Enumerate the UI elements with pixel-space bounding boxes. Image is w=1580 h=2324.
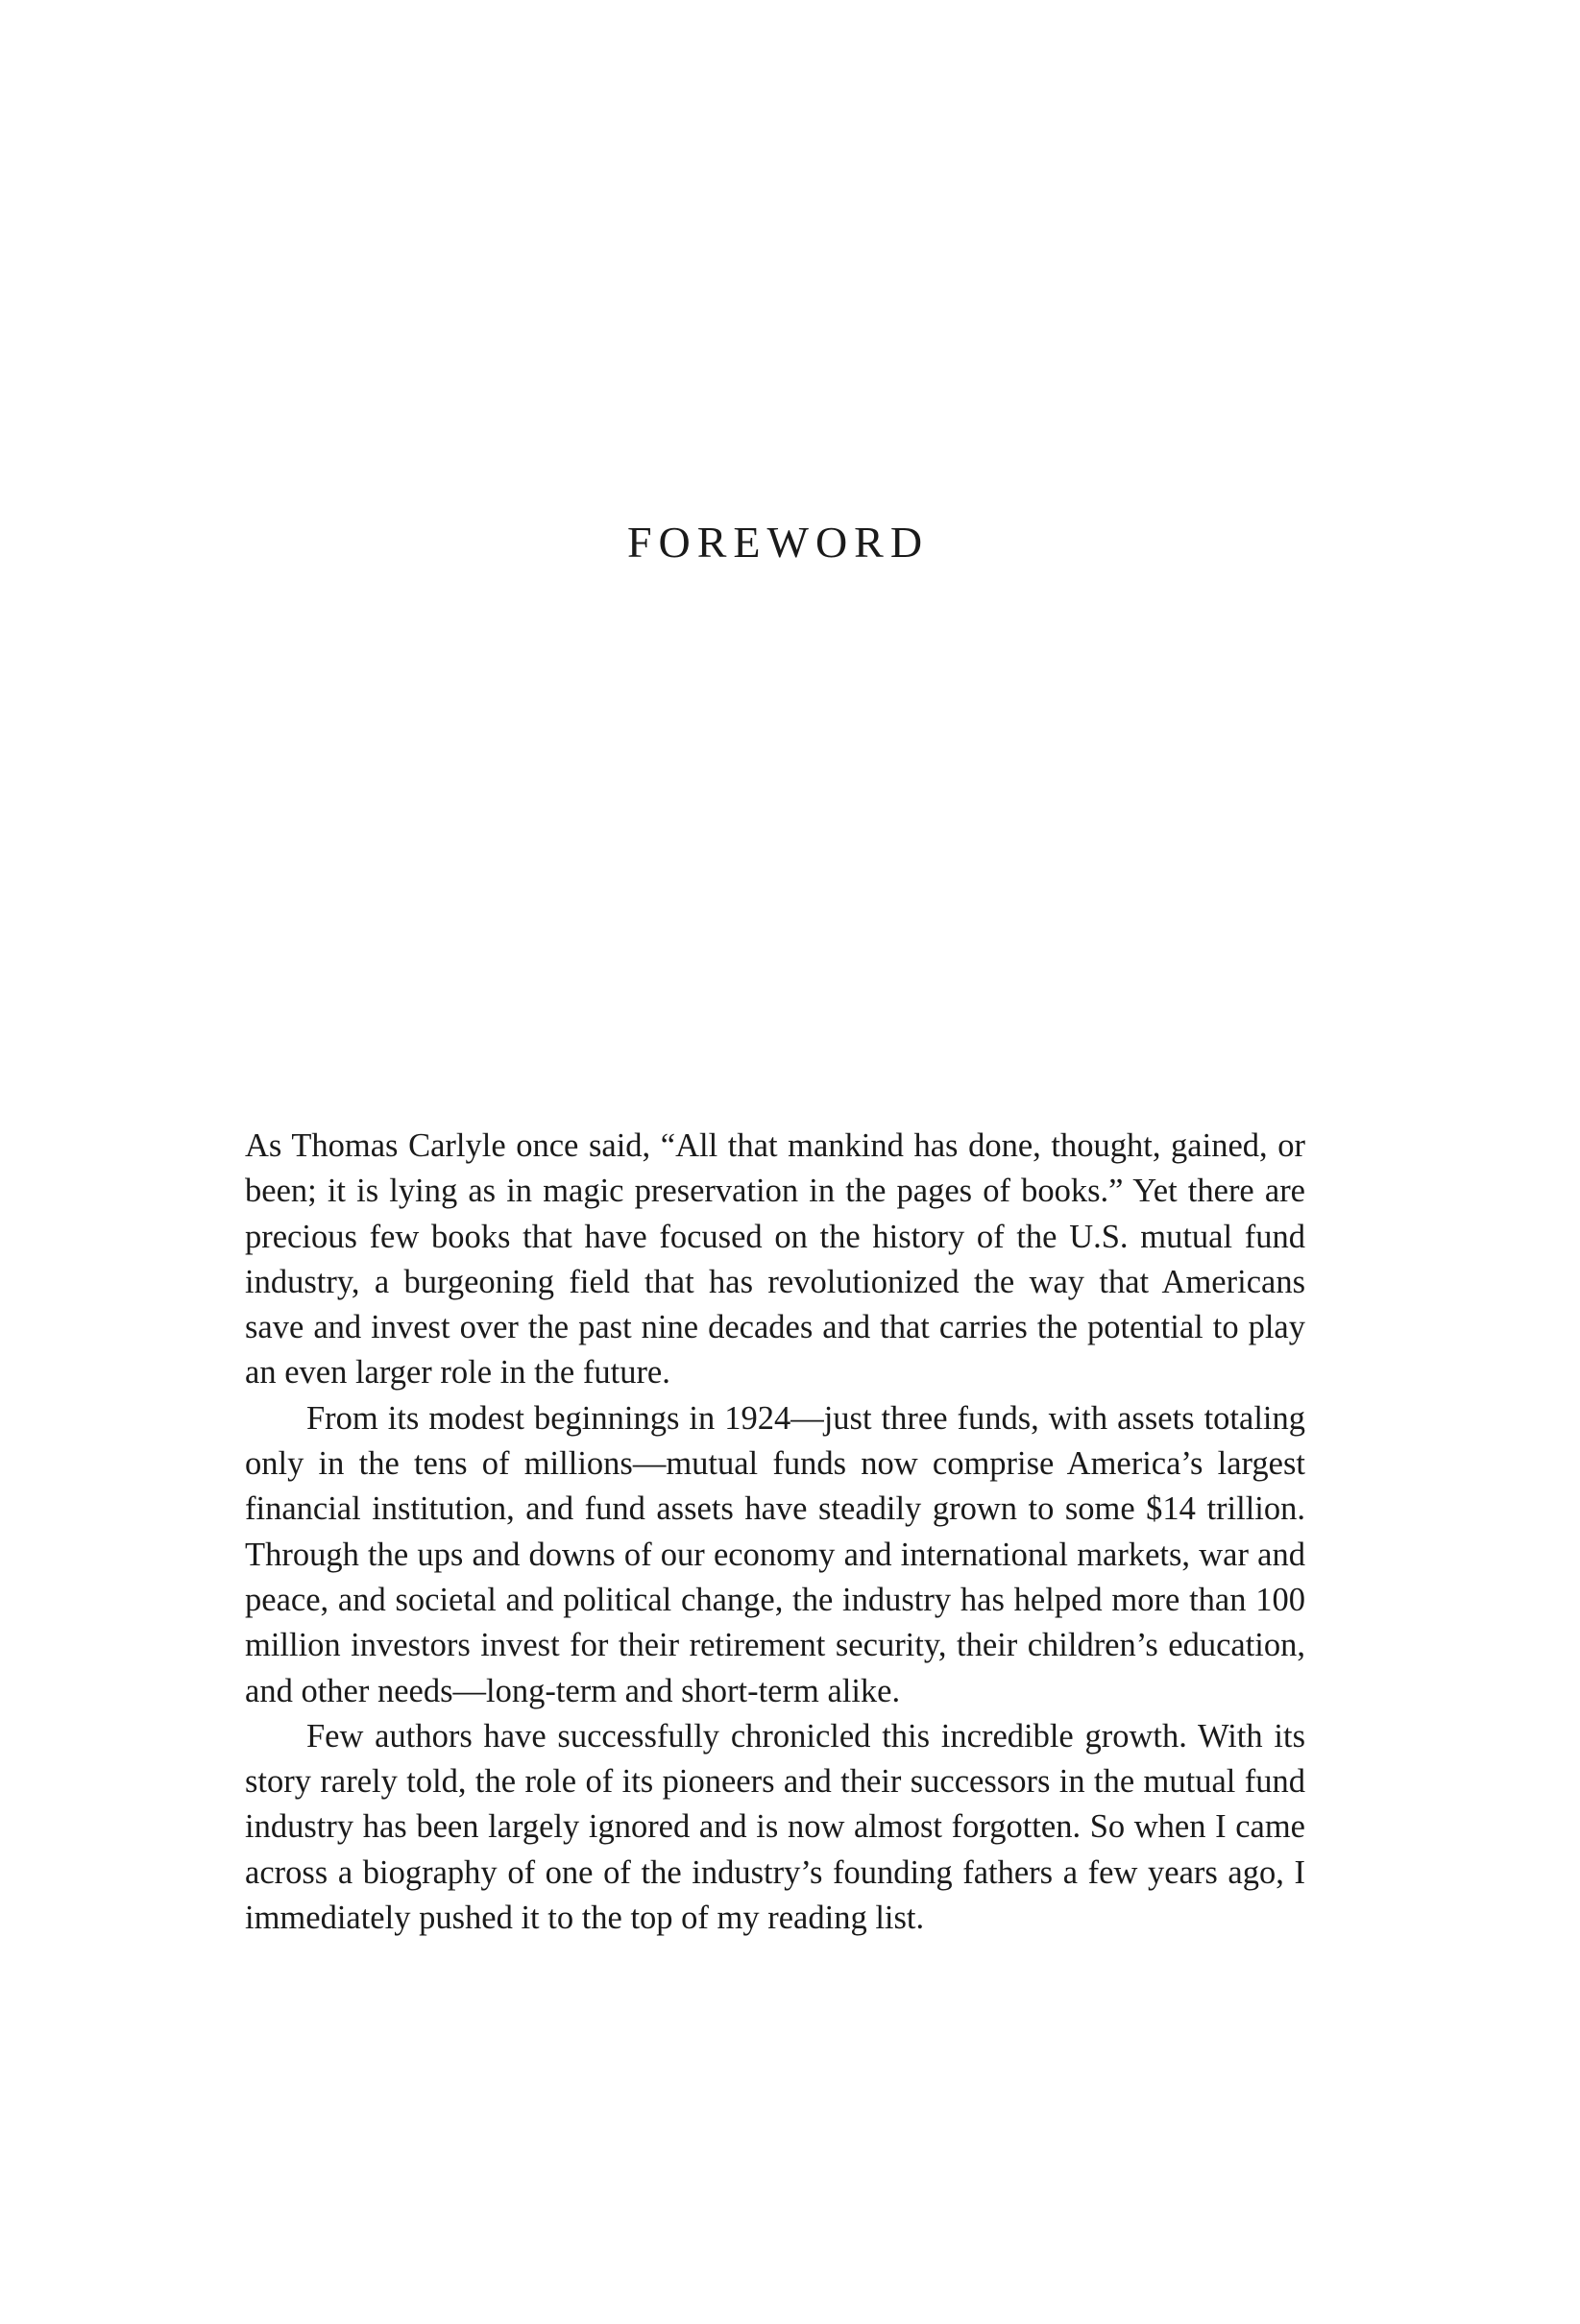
foreword-body [245, 1124, 1305, 1941]
paragraph-1: As Thomas Carlyle once said, “All that mankind has done, thought, gained, or been; it is lying as in magic preservation in the pages of books.” Yet there are precious few books that have focused on the history of the U.S. mutual fund industry, a burgeoning field that has revolutionized the way that Americans save and invest over the past nine decades and that carries the potential to play an even larger role in the future. [245, 1127, 1305, 1392]
chapter-title: FOREWORD [626, 518, 930, 567]
paragraph-3: Few authors have successfully chronicled this incredible growth. With its story rarely told, the role of its pioneers and their successors in the mutual fund industry has been largely ignored and is now almost forgotten. So when I came across a biography of one of the industry’s founding fathers a few years ago, I immediately pushed it to the top of my reading list. [245, 1717, 1305, 1937]
paragraph-2: From its modest beginnings in 1924—just three funds, with assets totaling only in the tens of millions—mutual funds now comprise America’s largest financial institution, and fund assets have steadily grown to some $14 trillion. Through the ups and downs of our economy and international markets, war and peace, and societal and political change, the industry has helped more than 100 million investors invest for their retirement security, their children’s education, and other needs—long-term and short-term alike. [245, 1399, 1305, 1709]
